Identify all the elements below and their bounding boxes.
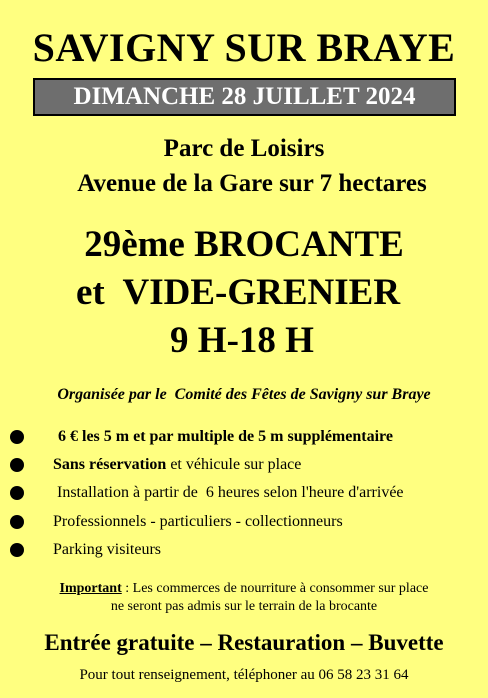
list-item-text	[53, 453, 301, 477]
list-item	[0, 453, 488, 477]
event-date: DIMANCHE 28 JUILLET 2024	[73, 83, 416, 110]
list-item	[0, 510, 488, 534]
venue-address: Avenue de la Gare sur 7 hectares	[77, 170, 427, 197]
event-date-banner	[33, 78, 456, 116]
list-item-text: 6 € les 5 m et par multiple de 5 m supplémentaire	[58, 428, 393, 445]
notice-label: Important	[59, 581, 122, 596]
event-hours: 9 H-18 H	[170, 320, 314, 361]
event-title-line1: 29ème BROCANTE	[84, 224, 404, 265]
footer-contact: Pour tout renseignement, téléphoner au 06 58 23 31 64	[79, 667, 409, 683]
list-item-text: Parking visiteurs	[53, 541, 161, 558]
list-item-text: Installation à partir de 6 heures selon l'heure d'arrivée	[57, 484, 404, 501]
notice-text: : Les commerces de nourriture à consommer sur place	[121, 581, 429, 596]
list-item-rest: et véhicule sur place	[166, 456, 302, 473]
footer-services: Entrée gratuite – Restauration – Buvette	[44, 630, 444, 655]
bullet-icon	[10, 486, 24, 500]
list-item-emphasis: Sans réservation	[53, 456, 167, 473]
organiser-line: Organisée par le Comité des Fêtes de Savigny sur Braye	[57, 386, 431, 403]
notice-line2: ne seront pas admis sur le terrain de la brocante	[110, 599, 378, 614]
list-item	[0, 425, 488, 449]
list-item	[0, 538, 488, 562]
event-title-line2: et VIDE-GRENIER	[75, 272, 401, 313]
list-item	[0, 481, 488, 505]
bullet-icon	[10, 543, 24, 557]
poster-town-title: SAVIGNY SUR BRAYE	[32, 25, 456, 70]
bullet-icon	[10, 430, 24, 444]
bullet-icon	[10, 515, 24, 529]
notice-line1	[0, 580, 488, 598]
venue-name: Parc de Loisirs	[163, 135, 325, 162]
list-item-text: Professionnels - particuliers - collectionneurs	[53, 513, 343, 530]
bullet-icon	[10, 458, 24, 472]
